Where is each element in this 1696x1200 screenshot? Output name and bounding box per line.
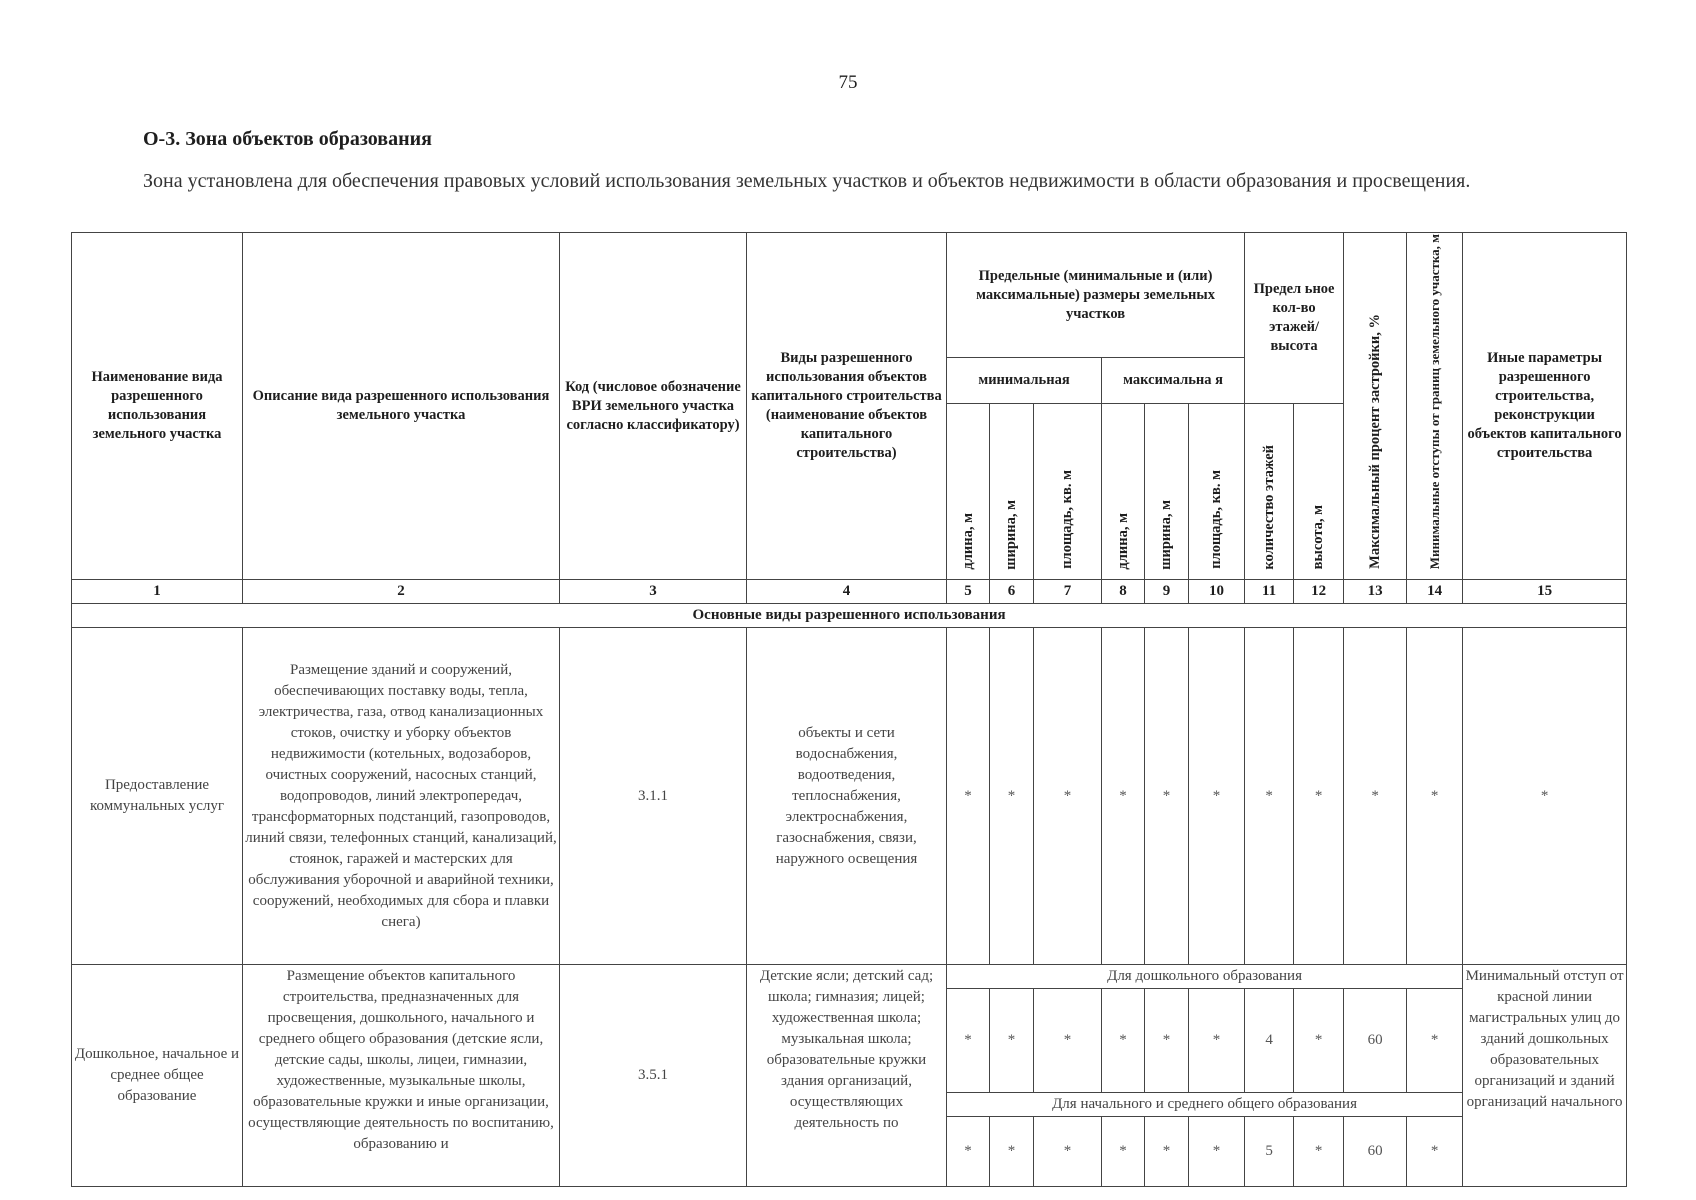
header-height: высота, м [1294,404,1344,580]
section-title: Основные виды разрешенного использования [72,604,1627,628]
section-row [72,604,1627,628]
value-cell: * [1407,628,1463,965]
header-min-area: площадь, кв. м [1034,404,1102,580]
column-number: 8 [1102,580,1145,604]
other-params: Минимальный отступ от красной линии магистральных улиц до зданий дошкольных образовательных организаций и зданий организаций начального [1463,965,1627,1187]
header-code: Код (числовое обозначение ВРИ земельного участка согласно классификатору) [560,233,747,580]
header-name: Наименование вида разрешенного использования земельного участка [72,233,243,580]
header-min-length: длина, м [947,404,990,580]
value-cell: * [1294,628,1344,965]
column-number-row [72,580,1627,604]
value-cell: * [1034,628,1102,965]
value-cell: * [947,1117,990,1187]
header-plot-sizes: Предельные (минимальные и (или) максимальные) размеры земельных участков [947,233,1245,358]
use-name: Дошкольное, начальное и среднее общее образование [72,965,243,1187]
header-description: Описание вида разрешенного использования земельного участка [243,233,560,580]
value-cell: * [990,989,1034,1093]
value-cell: * [1102,1117,1145,1187]
header-min-width: ширина, м [990,404,1034,580]
section-heading: О-3. Зона объектов образования [143,128,432,150]
header-other-params: Иные параметры разрешенного строительства, реконструкции объектов капитального строительства [1463,233,1627,580]
value-cell: * [990,1117,1034,1187]
use-description: Размещение объектов капитального строительства, предназначенных для просвещения, дошкольного, начального и среднего общего образования (детские ясли, детские сады, школы, лицеи, гимназии, художественные, музыкальные школы, образовательные кружки и иные организации, осуществляющие деятельность по воспитанию, образованию и [243,965,560,1187]
column-number: 5 [947,580,990,604]
value-cell: 4 [1245,989,1294,1093]
value-cell: 5 [1245,1117,1294,1187]
use-objects: объекты и сети водоснабжения, водоотведения, теплоснабжения, электроснабжения, газоснабжения, связи, наружного освещения [747,628,947,965]
header-max-length: длина, м [1102,404,1145,580]
header-row-1 [72,233,1627,358]
value-cell: * [1407,989,1463,1093]
value-cell: 60 [1344,1117,1407,1187]
value-cell: * [1145,628,1189,965]
column-number: 14 [1407,580,1463,604]
value-cell: * [1145,1117,1189,1187]
value-cell: * [1102,628,1145,965]
column-number: 3 [560,580,747,604]
intro-paragraph: Зона установлена для обеспечения правовых условий использования земельных участков и объектов недвижимости в области образования и просвещения. [143,170,1471,192]
column-number: 12 [1294,580,1344,604]
column-number: 2 [243,580,560,604]
value-cell: * [1102,989,1145,1093]
value-cell: * [990,628,1034,965]
header-floor-count: количество этажей [1245,404,1294,580]
column-number: 11 [1245,580,1294,604]
value-cell: * [1463,628,1627,965]
header-minimum: минимальная [947,358,1102,404]
value-cell: 60 [1344,989,1407,1093]
zoning-parameters-table [71,232,1627,1187]
column-number: 6 [990,580,1034,604]
column-number: 7 [1034,580,1102,604]
header-max-width: ширина, м [1145,404,1189,580]
table-row [72,628,1627,965]
column-number: 15 [1463,580,1627,604]
value-cell: * [1189,1117,1245,1187]
use-objects: Детские ясли; детский сад; школа; гимназия; лицей; художественная школа; музыкальная школа; образовательные кружки здания организаций, осуществляющих деятельность по [747,965,947,1187]
header-max-area: площадь, кв. м [1189,404,1245,580]
page-number: 75 [838,72,858,93]
header-maximum: максимальна я [1102,358,1245,404]
use-code: 3.5.1 [560,965,747,1187]
table-row [72,965,1627,989]
value-cell: * [1034,1117,1102,1187]
value-cell: * [1145,989,1189,1093]
use-description: Размещение зданий и сооружений, обеспечивающих поставку воды, тепла, электричества, газа, отвод канализационных стоков, очистку и уборку объектов недвижимости (котельных, водозаборов, очистных сооружений, насосных станций, водопроводов, линий электропередач, трансформаторных подстанций, газопроводов, линий связи, телефонных станций, канализаций, стоянок, гаражей и мастерских для обслуживания уборочной и аварийной техники, сооружений, необходимых для сбора и плавки снега) [243,628,560,965]
value-cell: * [1034,989,1102,1093]
use-name: Предоставление коммунальных услуг [72,628,243,965]
header-max-percent: Максимальный процент застройки, % [1344,233,1407,580]
value-cell: * [1189,628,1245,965]
subcaption-preschool: Для дошкольного образования [947,965,1463,989]
subcaption-general-education: Для начального и среднего общего образования [947,1093,1463,1117]
value-cell: * [1407,1117,1463,1187]
header-objects: Виды разрешенного использования объектов капитального строительства (наименование объектов капитального строительства) [747,233,947,580]
use-code: 3.1.1 [560,628,747,965]
value-cell: * [1189,989,1245,1093]
value-cell: * [1344,628,1407,965]
value-cell: * [947,989,990,1093]
value-cell: * [947,628,990,965]
column-number: 9 [1145,580,1189,604]
header-floors-height: Предел ьное кол-во этажей/ высота [1245,233,1344,404]
value-cell: * [1294,1117,1344,1187]
column-number: 1 [72,580,243,604]
header-min-setback: Минимальные отступы от границ земельного участка, м [1407,233,1463,580]
column-number: 13 [1344,580,1407,604]
column-number: 4 [747,580,947,604]
value-cell: * [1294,989,1344,1093]
column-number: 10 [1189,580,1245,604]
value-cell: * [1245,628,1294,965]
